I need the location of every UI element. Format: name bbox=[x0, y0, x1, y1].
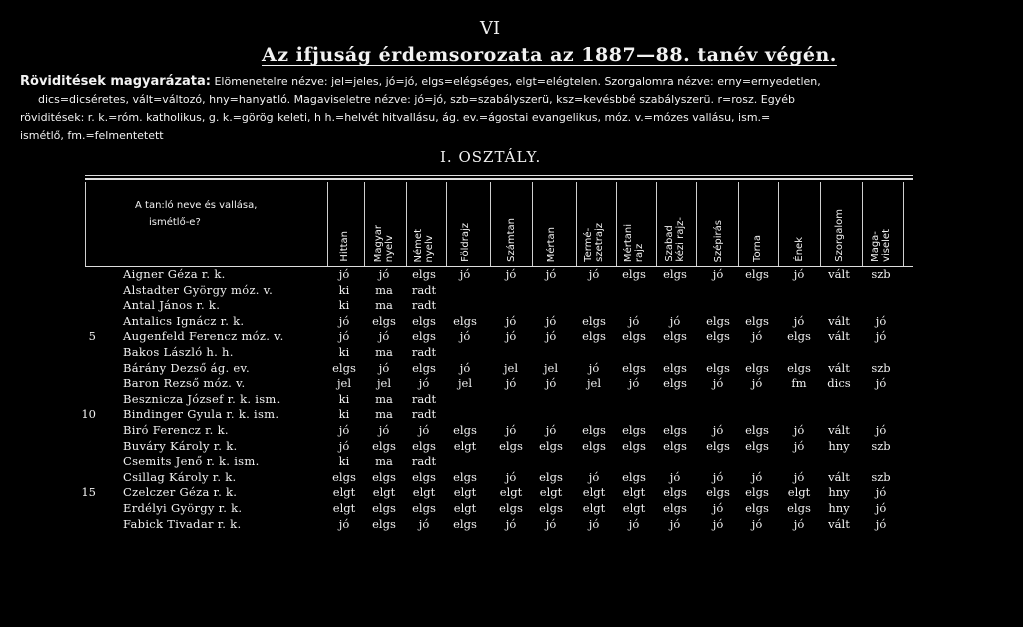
grade-cell: elgs bbox=[372, 501, 396, 515]
legend-line-4: ismétlő, fm.=felmentetett bbox=[20, 129, 164, 142]
grade-cell: jó bbox=[751, 516, 763, 531]
grade-cell: szb bbox=[871, 360, 891, 375]
grade-cell: jó bbox=[628, 313, 640, 328]
student-name: Aigner Géza r. k. bbox=[123, 267, 226, 281]
grade-cell: jó bbox=[669, 313, 681, 328]
grade-cell: jel bbox=[376, 376, 392, 391]
column-divider bbox=[656, 182, 657, 266]
grade-cell: elgs bbox=[453, 313, 477, 328]
table-row bbox=[0, 267, 1000, 283]
grade-cell: elgt bbox=[499, 485, 523, 500]
student-name: Bindinger Gyula r. k. ism. bbox=[123, 407, 280, 422]
page-number: VI bbox=[480, 18, 501, 39]
subject-header-label: Torna bbox=[751, 235, 763, 262]
subject-header-label: Mértani rajz bbox=[623, 223, 645, 262]
grade-cell: elgt bbox=[412, 485, 436, 500]
table-row bbox=[0, 361, 1000, 377]
subject-header-label: Földrajz bbox=[459, 223, 471, 262]
student-name: Erdélyi György r. k. bbox=[123, 501, 243, 515]
grade-cell: elgs bbox=[745, 501, 769, 515]
legend-lead: Röviditések magyarázata: bbox=[20, 74, 211, 89]
table-row bbox=[0, 423, 1000, 439]
grade-cell: ma bbox=[375, 345, 393, 359]
grade-cell: vált bbox=[828, 423, 850, 437]
column-divider bbox=[862, 182, 863, 266]
grade-cell: jó bbox=[875, 376, 887, 391]
grade-cell: jó bbox=[875, 501, 887, 515]
grade-cell: elgt bbox=[539, 485, 563, 500]
subject-header bbox=[498, 188, 524, 262]
grade-cell: elgs bbox=[622, 360, 646, 375]
subject-header bbox=[621, 188, 647, 262]
class-title: I. OSZTÁLY. bbox=[440, 148, 542, 166]
student-name: Antal János r. k. bbox=[123, 298, 221, 313]
table-row bbox=[0, 470, 1000, 486]
grade-cell: elgs bbox=[372, 438, 396, 453]
subject-header bbox=[452, 188, 478, 262]
grade-cell: elgs bbox=[622, 438, 646, 453]
grade-cell: jó bbox=[875, 423, 887, 437]
grade-cell: ma bbox=[375, 391, 393, 406]
grade-cell: jó bbox=[875, 329, 887, 344]
grade-cell: jó bbox=[712, 501, 724, 515]
row-number: 15 bbox=[81, 485, 96, 500]
grade-cell: elgs bbox=[745, 267, 769, 281]
grade-cell: jó bbox=[545, 423, 557, 437]
grade-cell: jó bbox=[505, 313, 517, 328]
student-name: Alstadter György móz. v. bbox=[123, 282, 274, 297]
table-row bbox=[0, 439, 1000, 455]
grade-cell: ma bbox=[375, 298, 393, 313]
grade-cell: jó bbox=[588, 516, 600, 531]
subject-header-label: Magyar nyelv bbox=[373, 224, 395, 262]
grade-cell: szb bbox=[871, 438, 891, 453]
grade-cell: hny bbox=[828, 485, 850, 500]
grade-cell: jó bbox=[712, 423, 724, 437]
column-divider bbox=[327, 182, 328, 266]
student-name: Czelczer Géza r. k. bbox=[123, 485, 238, 500]
column-divider bbox=[820, 182, 821, 266]
grade-cell: ki bbox=[338, 391, 350, 406]
grade-cell: elgs bbox=[706, 313, 730, 328]
grade-cell: szb bbox=[871, 469, 891, 484]
abbreviation-legend bbox=[20, 73, 1010, 145]
grade-cell: hny bbox=[828, 501, 850, 515]
grade-cell: elgs bbox=[332, 360, 356, 375]
grade-cell: elgs bbox=[745, 438, 769, 453]
grade-cell: ki bbox=[338, 345, 350, 359]
grade-cell: jó bbox=[751, 469, 763, 484]
grade-cell: szb bbox=[871, 267, 891, 281]
grade-cell: jó bbox=[545, 329, 557, 344]
grade-cell: jó bbox=[505, 516, 517, 531]
grade-cell: jó bbox=[338, 438, 350, 453]
grade-cell: elgs bbox=[622, 329, 646, 344]
grade-cell: jó bbox=[338, 516, 350, 531]
subject-header-label: Szabad kézi rajz- bbox=[664, 217, 686, 262]
grade-cell: jó bbox=[338, 423, 350, 437]
grade-cell: jó bbox=[793, 438, 805, 453]
grade-cell: jó bbox=[669, 516, 681, 531]
grade-cell: elgt bbox=[332, 485, 356, 500]
page-title: Az ifjuság érdemsorozata az 1887—88. tanév végén. bbox=[262, 44, 837, 66]
grade-cell: elgs bbox=[582, 438, 606, 453]
grade-cell: elgs bbox=[412, 501, 436, 515]
grade-cell: jó bbox=[378, 267, 390, 281]
grade-cell: elgs bbox=[453, 469, 477, 484]
subject-header-label: Maga- viselet bbox=[870, 229, 892, 262]
grade-cell: elgt bbox=[453, 438, 477, 453]
grade-cell: jó bbox=[712, 376, 724, 391]
grade-cell: elgt bbox=[582, 501, 606, 515]
grade-cell: elgs bbox=[412, 469, 436, 484]
grade-cell: jó bbox=[669, 469, 681, 484]
grade-cell: jó bbox=[712, 469, 724, 484]
grade-cell: ki bbox=[338, 407, 350, 422]
grade-cell: elgs bbox=[622, 469, 646, 484]
grade-cell: elgs bbox=[663, 267, 687, 281]
grade-cell: elgs bbox=[663, 360, 687, 375]
column-divider bbox=[532, 182, 533, 266]
grade-cell: jel bbox=[503, 360, 519, 375]
grade-cell: jó bbox=[459, 360, 471, 375]
grade-cell: elgs bbox=[372, 469, 396, 484]
grade-cell: ma bbox=[375, 407, 393, 422]
grade-cell: elgs bbox=[453, 423, 477, 437]
grade-cell: jó bbox=[712, 516, 724, 531]
grade-cell: radt bbox=[411, 407, 437, 422]
grade-cell: vált bbox=[828, 267, 850, 281]
grade-cell: elgs bbox=[412, 438, 436, 453]
column-divider bbox=[446, 182, 447, 266]
subject-header bbox=[705, 188, 731, 262]
subject-header-label: Mértan bbox=[545, 226, 557, 262]
subject-header bbox=[411, 188, 437, 262]
row-number: 10 bbox=[81, 407, 96, 422]
grade-cell: vált bbox=[828, 360, 850, 375]
subject-header-label: Német nyelv bbox=[413, 228, 435, 262]
grade-cell: jó bbox=[505, 329, 517, 344]
grade-cell: jó bbox=[378, 423, 390, 437]
grade-cell: jó bbox=[545, 376, 557, 391]
grade-cell: elgs bbox=[412, 313, 436, 328]
grade-cell: jó bbox=[418, 376, 430, 391]
subject-header bbox=[744, 188, 770, 262]
grade-cell: jó bbox=[545, 313, 557, 328]
subject-header bbox=[868, 188, 894, 262]
grade-cell: jó bbox=[875, 485, 887, 500]
student-name: Bárány Dezső ág. ev. bbox=[123, 360, 250, 375]
grade-cell: elgs bbox=[539, 438, 563, 453]
grade-cell: elgs bbox=[663, 501, 687, 515]
student-name: Baron Rezső móz. v. bbox=[123, 376, 246, 391]
column-divider bbox=[696, 182, 697, 266]
grade-cell: jó bbox=[875, 516, 887, 531]
grade-cell: jel bbox=[586, 376, 602, 391]
grade-cell: elgs bbox=[745, 485, 769, 500]
table-top-rule-double bbox=[85, 178, 913, 180]
grade-cell: elgs bbox=[582, 329, 606, 344]
name-header-line-1: A tan:ló neve és vallása, bbox=[135, 200, 258, 211]
grade-cell: elgs bbox=[412, 329, 436, 344]
student-name: Biró Ferencz r. k. bbox=[123, 423, 229, 437]
grade-cell: elgs bbox=[706, 485, 730, 500]
subject-header-label: Számtan bbox=[505, 218, 517, 262]
grade-cell: jó bbox=[751, 329, 763, 344]
grade-cell: jó bbox=[338, 329, 350, 344]
grade-cell: jó bbox=[459, 267, 471, 281]
name-column-header bbox=[135, 197, 257, 231]
grade-cell: jó bbox=[751, 376, 763, 391]
grade-cell: jó bbox=[793, 313, 805, 328]
grade-cell: elgs bbox=[622, 423, 646, 437]
grade-cell: vált bbox=[828, 516, 850, 531]
grade-cell: jó bbox=[588, 469, 600, 484]
grade-cell: jó bbox=[793, 423, 805, 437]
grade-cell: elgs bbox=[706, 360, 730, 375]
column-divider bbox=[85, 182, 86, 266]
grade-cell: jó bbox=[712, 267, 724, 281]
subject-header bbox=[826, 188, 852, 262]
table-row bbox=[0, 345, 1000, 361]
legend-line-1 bbox=[20, 73, 1010, 91]
student-name: Fabick Tivadar r. k. bbox=[123, 516, 242, 531]
grade-cell: ki bbox=[338, 454, 350, 469]
grade-cell: ma bbox=[375, 282, 393, 297]
column-divider bbox=[903, 182, 904, 266]
subject-header bbox=[331, 188, 357, 262]
grade-cell: jó bbox=[793, 469, 805, 484]
grade-cell: elgs bbox=[663, 423, 687, 437]
grade-cell: elgs bbox=[453, 516, 477, 531]
grade-cell: fm bbox=[791, 376, 807, 391]
grade-cell: ki bbox=[338, 282, 350, 297]
column-divider bbox=[576, 182, 577, 266]
grade-cell: elgs bbox=[663, 329, 687, 344]
subject-header-label: Szorgalom bbox=[833, 209, 845, 262]
grade-cell: elgt bbox=[787, 485, 811, 500]
grade-cell: elgs bbox=[663, 376, 687, 391]
table-row bbox=[0, 329, 1000, 345]
grade-cell: vált bbox=[828, 313, 850, 328]
table-row bbox=[0, 407, 1000, 423]
grade-cell: jó bbox=[588, 267, 600, 281]
grade-cell: elgt bbox=[582, 485, 606, 500]
table-row bbox=[0, 501, 1000, 517]
grade-cell: vált bbox=[828, 329, 850, 344]
grade-cell: elgs bbox=[787, 360, 811, 375]
grade-cell: elgs bbox=[622, 267, 646, 281]
grade-cell: elgt bbox=[372, 485, 396, 500]
grade-cell: elgt bbox=[453, 501, 477, 515]
grade-cell: jó bbox=[378, 360, 390, 375]
table-row bbox=[0, 376, 1000, 392]
grade-cell: jó bbox=[545, 267, 557, 281]
subject-header-label: Szépirás bbox=[712, 219, 724, 262]
grade-cell: jó bbox=[505, 469, 517, 484]
subject-header bbox=[581, 188, 607, 262]
column-divider bbox=[490, 182, 491, 266]
grade-cell: jó bbox=[459, 329, 471, 344]
grade-cell: elgs bbox=[539, 501, 563, 515]
subject-header-label: Hittan bbox=[338, 231, 350, 262]
grade-cell: jó bbox=[793, 267, 805, 281]
grade-cell: elgt bbox=[453, 485, 477, 500]
grade-cell: elgs bbox=[787, 329, 811, 344]
table-row bbox=[0, 314, 1000, 330]
grade-cell: jó bbox=[588, 360, 600, 375]
student-name: Besznicza József r. k. ism. bbox=[123, 391, 281, 406]
grade-cell: jel bbox=[543, 360, 559, 375]
grade-cell: elgs bbox=[412, 267, 436, 281]
grade-cell: jó bbox=[418, 423, 430, 437]
grade-cell: radt bbox=[411, 454, 437, 469]
grade-cell: elgs bbox=[787, 501, 811, 515]
subject-header bbox=[662, 188, 688, 262]
grade-cell: jó bbox=[418, 516, 430, 531]
subject-header-label: Ének bbox=[793, 237, 805, 262]
grade-cell: vált bbox=[828, 469, 850, 484]
grade-cell: elgs bbox=[372, 313, 396, 328]
column-divider bbox=[616, 182, 617, 266]
grade-cell: hny bbox=[828, 438, 850, 453]
grade-cell: elgs bbox=[582, 423, 606, 437]
grade-cell: jó bbox=[338, 313, 350, 328]
grade-cell: elgs bbox=[706, 329, 730, 344]
table-row bbox=[0, 454, 1000, 470]
table-top-rule bbox=[85, 175, 913, 176]
grade-cell: radt bbox=[411, 391, 437, 406]
grade-cell: jó bbox=[628, 516, 640, 531]
column-divider bbox=[406, 182, 407, 266]
grade-cell: elgt bbox=[622, 485, 646, 500]
column-divider bbox=[778, 182, 779, 266]
legend-line-2: dics=dicséretes, vált=változó, hny=hanyatló. Magaviseletre nézve: jó=jó, szb=szabályszerü, ksz=kevésbbé szabályszerü. r=rosz. Egyéb bbox=[38, 93, 795, 106]
grade-cell: jel bbox=[336, 376, 352, 391]
grade-cell: radt bbox=[411, 282, 437, 297]
subject-header bbox=[371, 188, 397, 262]
student-name: Csemits Jenő r. k. ism. bbox=[123, 454, 260, 469]
row-number: 5 bbox=[88, 329, 96, 344]
grade-cell: elgs bbox=[499, 501, 523, 515]
grade-cell: jó bbox=[545, 516, 557, 531]
grade-cell: ki bbox=[338, 298, 350, 313]
student-name: Csillag Károly r. k. bbox=[123, 469, 237, 484]
name-header-line-2: ismétlő-e? bbox=[149, 217, 201, 228]
grade-cell: jó bbox=[505, 267, 517, 281]
grade-cell: radt bbox=[411, 298, 437, 313]
subject-header-label: Termé- szetrajz bbox=[583, 223, 605, 262]
grade-cell: ma bbox=[375, 454, 393, 469]
grade-cell: elgs bbox=[412, 360, 436, 375]
student-name: Buváry Károly r. k. bbox=[123, 438, 238, 453]
grade-cell: elgs bbox=[372, 516, 396, 531]
grade-cell: elgs bbox=[745, 360, 769, 375]
grade-cell: elgs bbox=[539, 469, 563, 484]
grade-cell: elgs bbox=[745, 423, 769, 437]
grade-cell: dics bbox=[827, 376, 851, 391]
grade-cell: jó bbox=[378, 329, 390, 344]
column-divider bbox=[364, 182, 365, 266]
grade-cell: jó bbox=[628, 376, 640, 391]
grade-cell: jó bbox=[505, 423, 517, 437]
table-row bbox=[0, 485, 1000, 501]
grade-cell: jó bbox=[875, 313, 887, 328]
student-name: Augenfeld Ferencz móz. v. bbox=[123, 329, 284, 344]
grade-cell: elgt bbox=[622, 501, 646, 515]
grade-cell: elgs bbox=[582, 313, 606, 328]
subject-header bbox=[786, 188, 812, 262]
legend-line-3: röviditések: r. k.=róm. katholikus, g. k.=görög keleti, h h.=helvét hitvallásu, ág. ev.=ágostai evangelikus, móz. v.=mózes vallásu, ism.= bbox=[20, 111, 771, 124]
grade-cell: jó bbox=[505, 376, 517, 391]
table-row bbox=[0, 392, 1000, 408]
student-name: Bakos László h. h. bbox=[123, 345, 234, 359]
subject-header bbox=[538, 188, 564, 262]
column-divider bbox=[738, 182, 739, 266]
student-name: Antalics Ignácz r. k. bbox=[123, 313, 245, 328]
grade-cell: radt bbox=[411, 345, 437, 359]
grade-cell: elgt bbox=[332, 501, 356, 515]
table-row bbox=[0, 283, 1000, 299]
grade-cell: elgs bbox=[663, 438, 687, 453]
grade-cell: elgs bbox=[663, 485, 687, 500]
table-row bbox=[0, 298, 1000, 314]
grade-cell: jel bbox=[457, 376, 473, 391]
grade-cell: jó bbox=[338, 267, 350, 281]
grade-cell: elgs bbox=[706, 438, 730, 453]
grade-cell: jó bbox=[793, 516, 805, 531]
legend-text-1: Elömenetelre nézve: jel=jeles, jó=jó, elgs=elégséges, elgt=elégtelen. Szorgalomra nézve: erny=ernyedetlen, bbox=[214, 75, 821, 88]
grade-cell: elgs bbox=[745, 313, 769, 328]
grade-cell: elgs bbox=[332, 469, 356, 484]
grade-cell: elgs bbox=[499, 438, 523, 453]
table-row bbox=[0, 517, 1000, 533]
